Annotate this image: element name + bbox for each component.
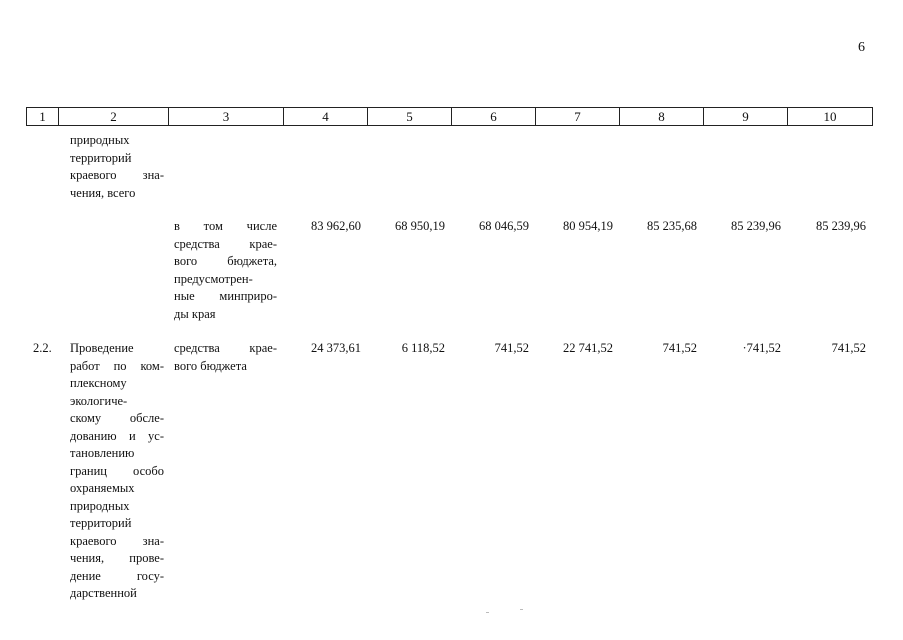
text-line: границ особо xyxy=(70,463,164,478)
text-line: средства крае- xyxy=(174,341,277,355)
header-cell: 6 xyxy=(452,108,536,126)
header-cell: 5 xyxy=(368,108,452,126)
text-line: дарственной xyxy=(70,586,137,600)
text-line: охраняемых xyxy=(70,481,135,495)
column-number-header xyxy=(26,107,873,126)
value-cell: 80 954,19 xyxy=(563,219,613,233)
scan-speck xyxy=(520,609,523,610)
header-cell: 4 xyxy=(284,108,368,126)
value-cell: 24 373,61 xyxy=(311,341,361,355)
text-line: тановлению xyxy=(70,446,135,460)
header-cell: 9 xyxy=(704,108,788,126)
header-cell: 2 xyxy=(59,108,169,126)
header-cell: 8 xyxy=(620,108,704,126)
text-line: скому обсле- xyxy=(70,411,164,425)
text-line: предусмотрен- xyxy=(174,271,253,286)
text-line: дованию и ус- xyxy=(70,428,164,443)
text-line: ды края xyxy=(174,306,216,321)
text-line: природных xyxy=(70,133,130,147)
text-line: вого бюджета, xyxy=(174,254,277,268)
text-line: территорий xyxy=(70,516,132,530)
text-line: территорий xyxy=(70,150,132,165)
value-cell: 68 046,59 xyxy=(479,219,529,233)
text-line: экологиче- xyxy=(70,393,128,408)
value-cell: 85 239,96 xyxy=(816,219,866,233)
text-line: вого бюджета xyxy=(174,358,247,373)
value-cell: 85 239,96 xyxy=(731,219,781,233)
text-line: ные минприро- xyxy=(174,289,277,303)
value-cell: ·741,52 xyxy=(742,341,781,355)
value-cell: 741,52 xyxy=(662,341,697,355)
value-cell: 68 950,19 xyxy=(395,219,445,233)
text-line: дение госу- xyxy=(70,568,164,583)
value-cell: 22 741,52 xyxy=(563,341,613,355)
text-line: краевого зна- xyxy=(70,533,164,548)
text-line: чения, всего xyxy=(70,185,136,200)
text-line: природных xyxy=(70,498,130,513)
text-line: работ по ком- xyxy=(70,358,164,373)
value-cell: 6 118,52 xyxy=(401,341,445,355)
text-line: Проведение xyxy=(70,341,134,355)
text-line: плексному xyxy=(70,376,127,390)
value-cell: 741,52 xyxy=(831,341,866,355)
header-cell: 7 xyxy=(536,108,620,126)
header-cell: 3 xyxy=(169,108,284,126)
header-cell: 10 xyxy=(788,108,873,126)
text-line: в том числе xyxy=(174,219,277,233)
scan-speck xyxy=(486,612,489,613)
value-cell: 741,52 xyxy=(494,341,529,355)
text-line: краевого зна- xyxy=(70,168,164,182)
value-cell: 83 962,60 xyxy=(311,219,361,233)
header-cell: 1 xyxy=(27,108,59,126)
text-line: средства крае- xyxy=(174,236,277,251)
page-number: 6 xyxy=(858,40,865,55)
text-line: чения, прове- xyxy=(70,551,164,565)
value-cell: 85 235,68 xyxy=(647,219,697,233)
row-number: 2.2. xyxy=(33,341,52,355)
